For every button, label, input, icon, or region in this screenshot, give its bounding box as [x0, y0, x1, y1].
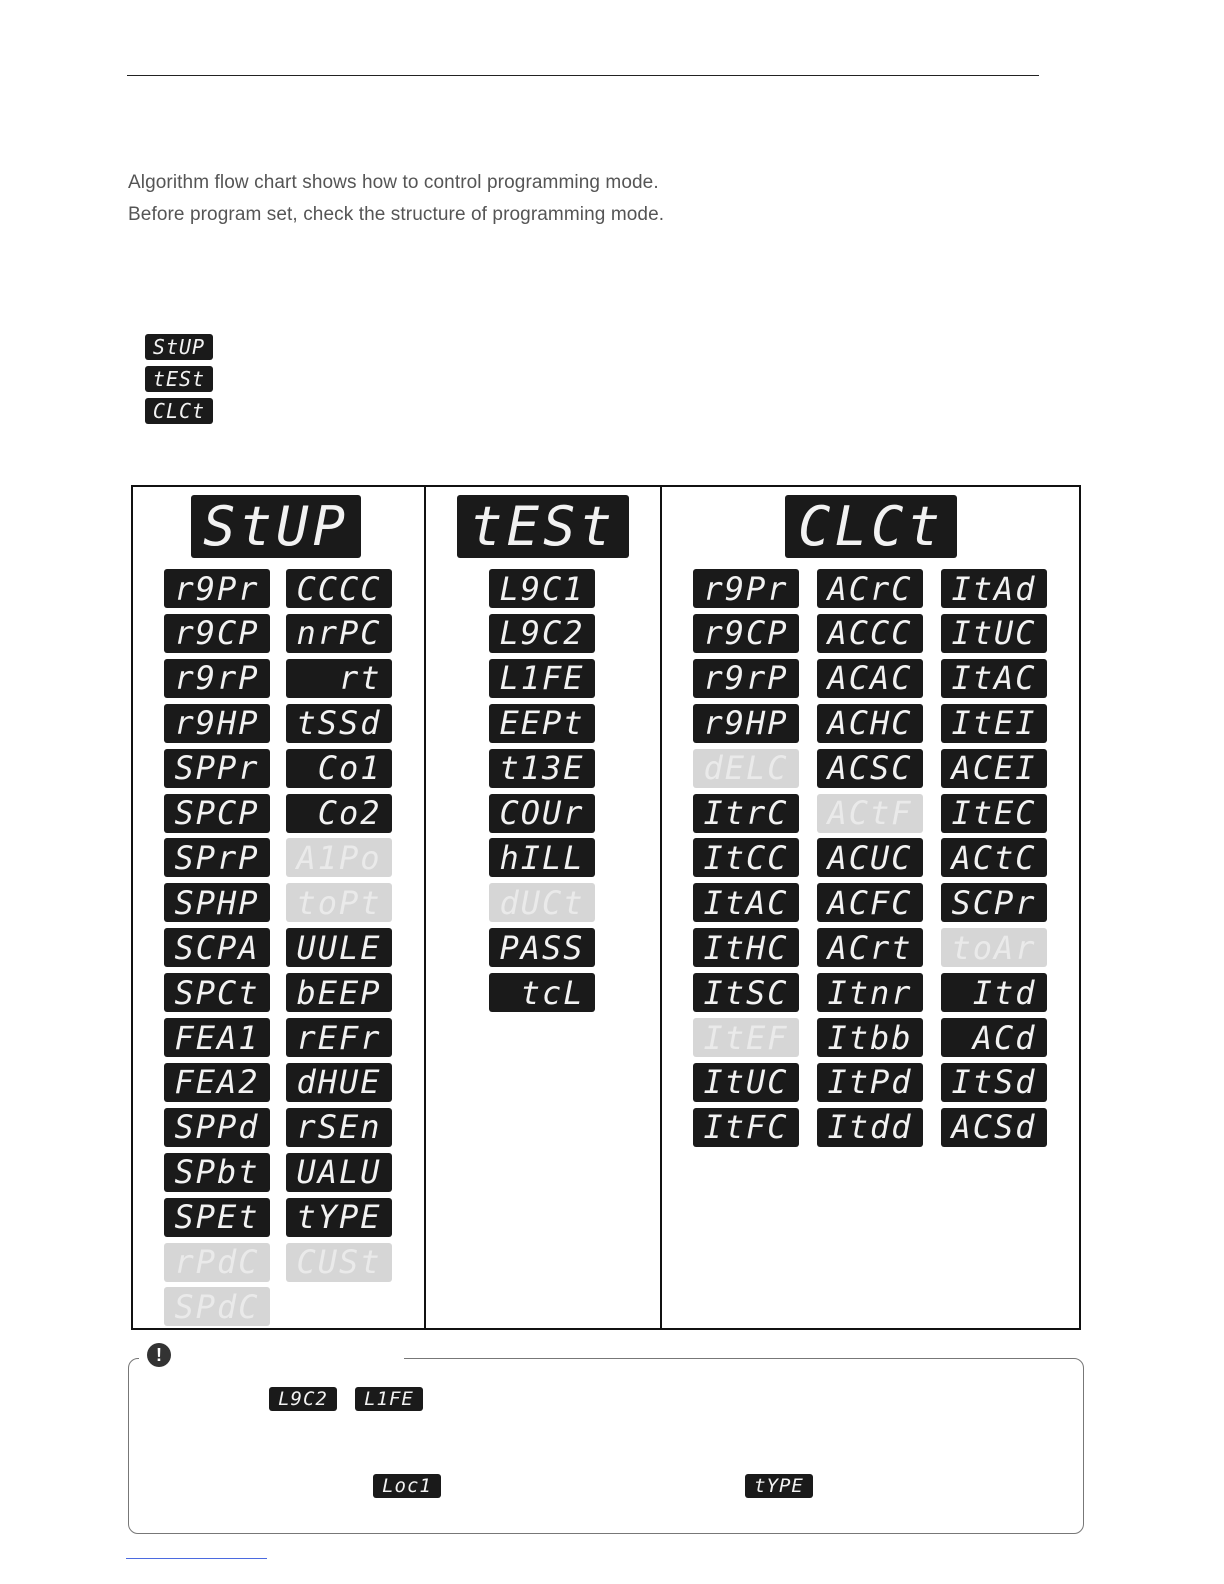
collect-col1-code-display: ItUC	[693, 1063, 799, 1102]
setup-col1-code-display: r9CP	[164, 614, 270, 653]
setup-col2-code-display: rEFr	[286, 1018, 392, 1057]
collect-col3-code-display: ItUC	[941, 614, 1047, 653]
collect-col1-code-display: ItFC	[693, 1108, 799, 1147]
note-code-display: L1FE	[355, 1387, 423, 1411]
setup-col1-code-display: FEA1	[164, 1018, 270, 1057]
collect-col3-code-display: ACd	[941, 1018, 1047, 1057]
test-col1-code-display: L9C1	[489, 569, 595, 608]
test-col1-code-display: L9C2	[489, 614, 595, 653]
programming-mode-table	[131, 485, 1081, 1330]
test-col1-code-display: COUr	[489, 794, 595, 833]
footer-link-underline	[126, 1558, 267, 1559]
collect-col1-code-display: ItAC	[693, 883, 799, 922]
setup-col2-code-display: tSSd	[286, 704, 392, 743]
note-code-display: tYPE	[745, 1474, 813, 1498]
column-divider	[424, 487, 426, 1328]
collect-col3-code-display: ItEI	[941, 704, 1047, 743]
setup-col1-code-display: SPrP	[164, 838, 270, 877]
collect-col2-code-display: ACrC	[817, 569, 923, 608]
collect-col2-code-display: ACAC	[817, 659, 923, 698]
setup-col1-code-display: r9Pr	[164, 569, 270, 608]
collect-col2-code-display: ACFC	[817, 883, 923, 922]
collect-col2-code-display: ACSC	[817, 749, 923, 788]
setup-col1-code-display: SPEt	[164, 1198, 270, 1237]
collect-col3-code-display: Itd	[941, 973, 1047, 1012]
intro-line-1: Algorithm flow chart shows how to control programming mode.	[128, 172, 659, 193]
collect-col3-code-display: ItAd	[941, 569, 1047, 608]
collect-col3-code-display: ItAC	[941, 659, 1047, 698]
setup-col2-code-display: dHUE	[286, 1063, 392, 1102]
test-col1-code-display: L1FE	[489, 659, 595, 698]
setup-header-display: StUP	[191, 495, 361, 558]
test-col1-code-display: t13E	[489, 749, 595, 788]
test-col1-code-display: hILL	[489, 838, 595, 877]
setup-col1-code-display: FEA2	[164, 1063, 270, 1102]
collect-header-display: CLCt	[785, 495, 957, 558]
collect-col3-code-display: toAr	[941, 928, 1047, 967]
collect-col2-code-display: ACrt	[817, 928, 923, 967]
collect-col2-code-display: Itbb	[817, 1018, 923, 1057]
collect-col2-code-display: ACCC	[817, 614, 923, 653]
collect-col1-code-display: r9HP	[693, 704, 799, 743]
collect-col3-code-display: ItEC	[941, 794, 1047, 833]
setup-col2-code-display: tYPE	[286, 1198, 392, 1237]
collect-col1-code-display: r9CP	[693, 614, 799, 653]
test-col1-code-display: EEPt	[489, 704, 595, 743]
note-box	[128, 1344, 1084, 1534]
setup-col2-code-display: UALU	[286, 1153, 392, 1192]
setup-col1-code-display: SCPA	[164, 928, 270, 967]
setup-col2-code-display: CCCC	[286, 569, 392, 608]
collect-col1-code-display: r9rP	[693, 659, 799, 698]
setup-col1-code-display: SPPr	[164, 749, 270, 788]
setup-col2-code-display: Co1	[286, 749, 392, 788]
test-col1-code-display: dUCt	[489, 883, 595, 922]
intro-line-2: Before program set, check the structure of programming mode.	[128, 204, 665, 225]
collect-col3-code-display: ACtC	[941, 838, 1047, 877]
mode-test-display: tESt	[145, 366, 213, 392]
collect-col2-code-display: ACHC	[817, 704, 923, 743]
setup-col2-code-display: rt	[286, 659, 392, 698]
setup-col2-code-display: CUSt	[286, 1243, 392, 1282]
collect-col3-code-display: ACSd	[941, 1108, 1047, 1147]
collect-col2-code-display: Itnr	[817, 973, 923, 1012]
test-header-display: tESt	[457, 495, 629, 558]
collect-col1-code-display: ItrC	[693, 794, 799, 833]
collect-col1-code-display: ItSC	[693, 973, 799, 1012]
setup-col1-code-display: SPCt	[164, 973, 270, 1012]
setup-col2-code-display: rSEn	[286, 1108, 392, 1147]
collect-col2-code-display: Itdd	[817, 1108, 923, 1147]
note-code-display: L9C2	[269, 1387, 337, 1411]
mode-setup-display: StUP	[145, 334, 213, 360]
test-col1-code-display: tcL	[489, 973, 595, 1012]
setup-col1-code-display: SPPd	[164, 1108, 270, 1147]
setup-col2-code-display: A1Po	[286, 838, 392, 877]
collect-col3-code-display: ItSd	[941, 1063, 1047, 1102]
collect-col1-code-display: ItHC	[693, 928, 799, 967]
collect-col2-code-display: ItPd	[817, 1063, 923, 1102]
test-col1-code-display: PASS	[489, 928, 595, 967]
note-code-display: Loc1	[373, 1474, 441, 1498]
collect-col2-code-display: ACtF	[817, 794, 923, 833]
collect-col1-code-display: dELC	[693, 749, 799, 788]
setup-col2-code-display: nrPC	[286, 614, 392, 653]
setup-col2-code-display: toPt	[286, 883, 392, 922]
setup-col2-code-display: UULE	[286, 928, 392, 967]
setup-col1-code-display: SPHP	[164, 883, 270, 922]
collect-col1-code-display: r9Pr	[693, 569, 799, 608]
setup-col2-code-display: Co2	[286, 794, 392, 833]
setup-col1-code-display: r9HP	[164, 704, 270, 743]
setup-col1-code-display: SPbt	[164, 1153, 270, 1192]
collect-col1-code-display: ItEF	[693, 1018, 799, 1057]
mode-collect-display: CLCt	[145, 398, 213, 424]
column-divider	[660, 487, 662, 1328]
collect-col1-code-display: ItCC	[693, 838, 799, 877]
exclamation-icon: !	[147, 1343, 171, 1367]
collect-col2-code-display: ACUC	[817, 838, 923, 877]
setup-col1-code-display: SPdC	[164, 1287, 270, 1326]
setup-col1-code-display: SPCP	[164, 794, 270, 833]
setup-col1-code-display: rPdC	[164, 1243, 270, 1282]
collect-col3-code-display: SCPr	[941, 883, 1047, 922]
collect-col3-code-display: ACEI	[941, 749, 1047, 788]
setup-col2-code-display: bEEP	[286, 973, 392, 1012]
setup-col1-code-display: r9rP	[164, 659, 270, 698]
top-rule	[127, 75, 1039, 76]
